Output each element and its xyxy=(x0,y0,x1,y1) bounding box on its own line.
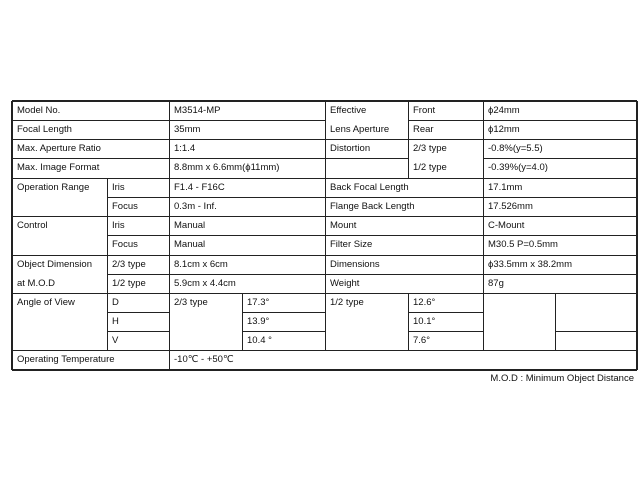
value-front: ϕ24mm xyxy=(488,104,520,116)
label-operation-range: Operation Range xyxy=(17,181,90,193)
label-object-dimension: Object Dimension xyxy=(17,258,92,270)
footnote: M.O.D : Minimum Object Distance xyxy=(490,373,634,384)
value-operating-temperature: -10℃ - +50℃ xyxy=(174,354,234,366)
value-filter-size: M30.5 P=0.5mm xyxy=(488,239,558,251)
label-effective: Effective xyxy=(330,104,367,116)
aov-23-v: 10.4 ° xyxy=(247,334,272,346)
sublabel-object-12: 1/2 type xyxy=(112,277,146,289)
label-object-dimension-mod: at M.O.D xyxy=(17,277,56,289)
sublabel-control-focus: Focus xyxy=(112,239,138,251)
label-weight: Weight xyxy=(330,277,360,289)
table-rule xyxy=(408,312,483,313)
value-weight: 87g xyxy=(488,277,504,289)
value-operation-focus: 0.3m - Inf. xyxy=(174,200,217,212)
label-dimensions: Dimensions xyxy=(330,258,380,270)
table-rule xyxy=(12,369,637,371)
table-rule xyxy=(555,293,556,350)
table-rule xyxy=(107,197,637,198)
sublabel-object-23: 2/3 type xyxy=(112,258,146,270)
value-object-12: 5.9cm x 4.4cm xyxy=(174,277,236,289)
label-focal-length: Focal Length xyxy=(17,123,72,135)
table-rule xyxy=(107,312,169,313)
table-rule xyxy=(107,178,108,350)
aov-12-d: 12.6° xyxy=(413,296,436,308)
sublabel-rear: Rear xyxy=(413,123,434,135)
value-dimensions: ϕ33.5mm x 38.2mm xyxy=(488,258,572,270)
table-rule xyxy=(169,101,170,370)
axis-h: H xyxy=(112,315,119,327)
value-operation-iris: F1.4 - F16C xyxy=(174,181,225,193)
table-rule xyxy=(408,101,409,178)
table-rule xyxy=(408,293,409,350)
value-flange-back-length: 17.526mm xyxy=(488,200,533,212)
table-rule xyxy=(107,235,637,236)
sublabel-operation-iris: Iris xyxy=(112,181,125,193)
sublabel-distortion-23: 2/3 type xyxy=(413,142,447,154)
table-rule xyxy=(11,101,13,370)
axis-d: D xyxy=(112,296,119,308)
table-rule xyxy=(408,331,483,332)
table-rule xyxy=(242,312,325,313)
label-back-focal-length: Back Focal Length xyxy=(330,181,409,193)
value-distortion-23: -0.8%(y=5.5) xyxy=(488,142,543,154)
sublabel-control-iris: Iris xyxy=(112,219,125,231)
table-rule xyxy=(107,274,637,275)
table-rule xyxy=(12,158,408,159)
sublabel-aov-12: 1/2 type xyxy=(330,296,364,308)
label-max-image-format: Max. Image Format xyxy=(17,162,100,174)
label-max-aperture-ratio: Max. Aperture Ratio xyxy=(17,142,101,154)
aov-12-h: 10.1° xyxy=(413,315,436,327)
lens-spec-table xyxy=(12,101,637,370)
label-distortion: Distortion xyxy=(330,142,371,154)
table-rule xyxy=(325,101,326,350)
label-lens-aperture: Lens Aperture xyxy=(330,123,390,135)
table-rule xyxy=(408,120,637,121)
value-control-iris: Manual xyxy=(174,219,206,231)
value-focal-length: 35mm xyxy=(174,123,201,135)
table-rule xyxy=(107,331,169,332)
label-mount: Mount xyxy=(330,219,357,231)
label-operating-temperature: Operating Temperature xyxy=(17,354,115,366)
table-rule xyxy=(483,101,484,350)
label-flange-back-length: Flange Back Length xyxy=(330,200,415,212)
value-object-23: 8.1cm x 6cm xyxy=(174,258,228,270)
value-mount: C-Mount xyxy=(488,219,525,231)
value-model-no: M3514-MP xyxy=(174,104,221,116)
axis-v: V xyxy=(112,334,119,346)
value-max-image-format: 8.8mm x 6.6mm(ϕ11mm) xyxy=(174,162,280,174)
aov-23-d: 17.3° xyxy=(247,296,270,308)
sublabel-aov-23: 2/3 type xyxy=(174,296,208,308)
value-control-focus: Manual xyxy=(174,239,206,251)
sublabel-distortion-12: 1/2 type xyxy=(413,162,447,174)
sublabel-operation-focus: Focus xyxy=(112,200,138,212)
value-rear: ϕ12mm xyxy=(488,123,520,135)
label-control: Control xyxy=(17,219,48,231)
aov-23-h: 13.9° xyxy=(247,315,270,327)
value-back-focal-length: 17.1mm xyxy=(488,181,523,193)
label-angle-of-view: Angle of View xyxy=(17,296,75,308)
table-rule xyxy=(555,331,637,332)
label-model-no: Model No. xyxy=(17,104,61,116)
table-rule xyxy=(483,158,637,159)
table-rule xyxy=(242,293,243,350)
label-filter-size: Filter Size xyxy=(330,239,373,251)
value-max-aperture-ratio: 1:1.4 xyxy=(174,142,196,154)
table-rule xyxy=(242,331,325,332)
aov-12-v: 7.6° xyxy=(413,334,431,346)
value-distortion-12: -0.39%(y=4.0) xyxy=(488,162,548,174)
sublabel-front: Front xyxy=(413,104,436,116)
